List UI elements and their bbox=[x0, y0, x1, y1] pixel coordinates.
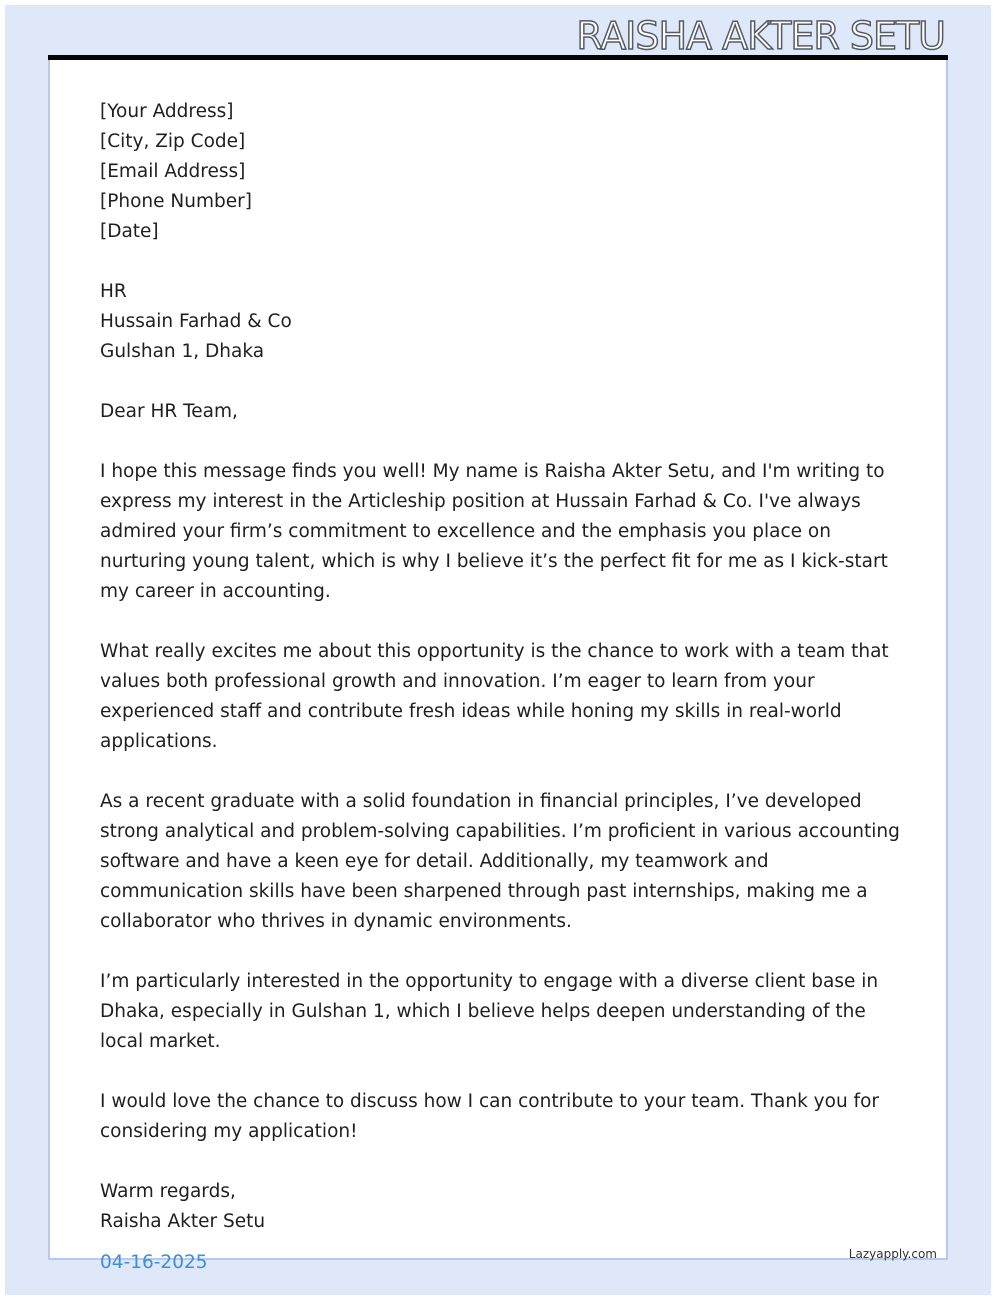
body-paragraph: I’m particularly interested in the opportunity to engage with a diverse client base in Dhaka, especially in Gulshan 1, which I believe helps deepen understanding of the local market. bbox=[100, 971, 879, 1052]
body-paragraph: I would love the chance to discuss how I can contribute to your team. Thank you for considering my application! bbox=[100, 1091, 879, 1142]
spacer bbox=[100, 1057, 900, 1087]
closing-block bbox=[100, 1177, 900, 1237]
sender-block bbox=[100, 97, 900, 247]
sender-city-zip: [City, Zip Code] bbox=[100, 131, 246, 152]
recipient-company: Hussain Farhad & Co bbox=[100, 311, 292, 332]
watermark-text: Lazyapply.com bbox=[848, 1247, 937, 1261]
spacer bbox=[100, 367, 900, 397]
recipient-department: HR bbox=[100, 281, 127, 302]
spacer bbox=[100, 607, 900, 637]
body-paragraph: I hope this message finds you well! My name is Raisha Akter Setu, and I'm writing to express my interest in the Articleship position at Hussain Farhad & Co. I've always admired your firm’s commitment to excellence and the emphasis you place on nurturing young talent, which is why I believe it’s the perfect fit for me as I kick-start my career in accounting. bbox=[100, 461, 888, 602]
salutation: Dear HR Team, bbox=[100, 401, 238, 422]
recipient-location: Gulshan 1, Dhaka bbox=[100, 341, 265, 362]
spacer bbox=[100, 937, 900, 967]
sender-address: [Your Address] bbox=[100, 101, 234, 122]
spacer bbox=[100, 1147, 900, 1177]
spacer bbox=[100, 247, 900, 277]
cover-letter bbox=[100, 97, 900, 1237]
sender-date: [Date] bbox=[100, 221, 159, 242]
sender-phone: [Phone Number] bbox=[100, 191, 252, 212]
body-paragraph: As a recent graduate with a solid foundation in financial principles, I’ve developed strong analytical and problem-solving capabilities. I’m proficient in various accounting software and have a keen eye for detail. Additionally, my teamwork and communication skills have been sharpened through past internships, making me a collaborator who thrives in dynamic environments. bbox=[100, 791, 900, 932]
spacer bbox=[100, 757, 900, 787]
sender-email: [Email Address] bbox=[100, 161, 246, 182]
closing-regards: Warm regards, bbox=[100, 1181, 236, 1202]
signature-name: Raisha Akter Setu bbox=[100, 1211, 266, 1232]
footer-date: 04-16-2025 bbox=[100, 1252, 208, 1273]
body-paragraph: What really excites me about this opportunity is the chance to work with a team that values both professional growth and innovation. I’m eager to learn from your experienced staff and contribute fresh ideas while honing my skills in real-world applications. bbox=[100, 641, 889, 752]
recipient-block bbox=[100, 277, 900, 367]
spacer bbox=[100, 427, 900, 457]
applicant-name-title: RAISHA AKTER SETU bbox=[576, 14, 945, 58]
